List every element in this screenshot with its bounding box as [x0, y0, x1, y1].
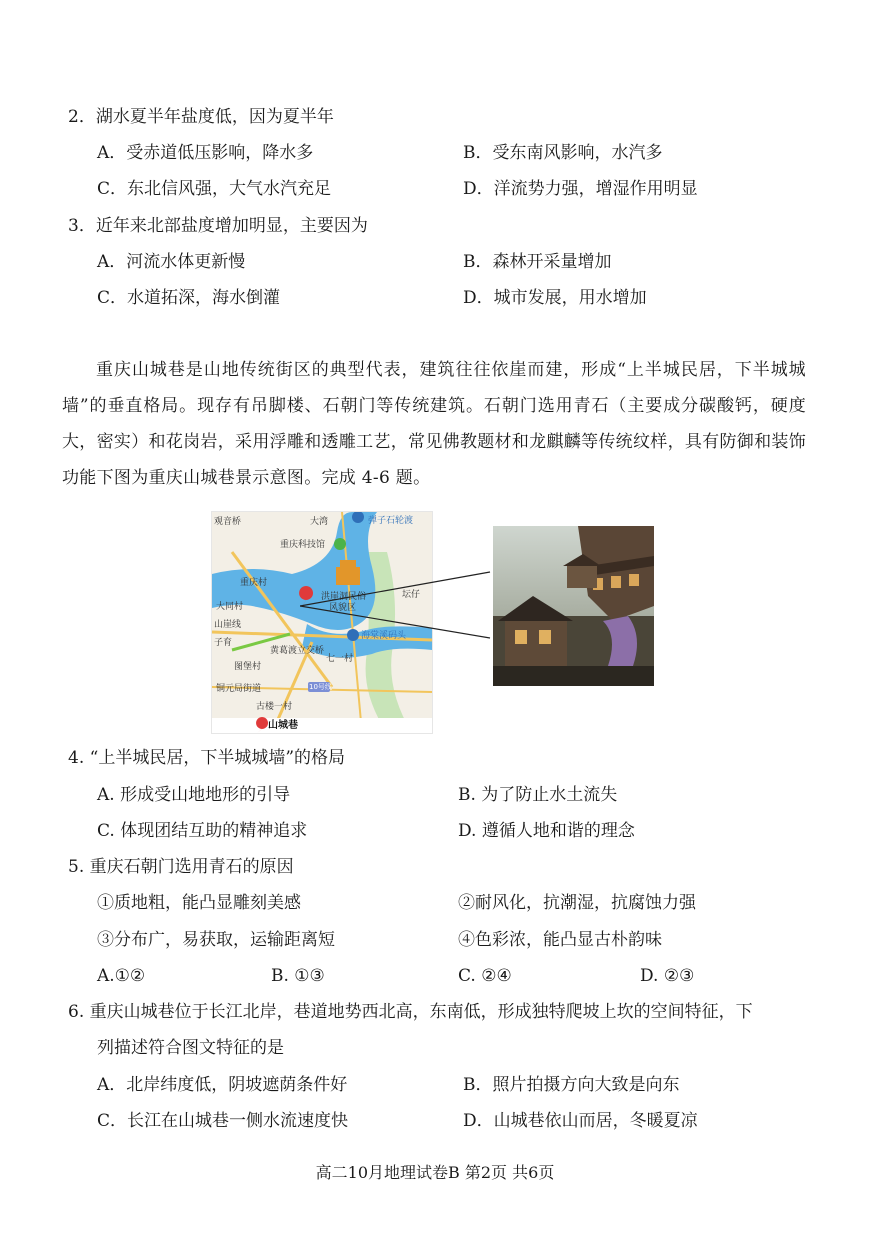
- question-4-option-a: A. 形成受山地地形的引导: [97, 785, 291, 805]
- photo-window-4: [515, 630, 527, 644]
- map-caption-bar: [212, 718, 432, 733]
- question-3-option-a: A．河流水体更新慢: [97, 252, 246, 272]
- question-5-option-c: C. ②④: [458, 966, 512, 986]
- question-5-option-b: B. ①③: [271, 966, 325, 986]
- question-3-option-b: B．森林开采量增加: [463, 252, 612, 272]
- pointer-line-upper: [300, 572, 490, 606]
- question-6-option-c: C．长江在山城巷一侧水流速度快: [97, 1111, 349, 1131]
- map-label-shanchengxiang: 山城巷: [268, 720, 298, 731]
- map-label-tucheng: 图堡村: [234, 662, 262, 672]
- map-label-qiyicun: 七一村: [326, 654, 354, 664]
- map-museum-marker: [334, 538, 346, 550]
- question-2-option-c: C．东北信风强，大气水汽充足: [97, 179, 332, 199]
- map-label-hongyadong: 洪崖洞民俗: [321, 592, 367, 602]
- map-label-kejiguan: 重庆科技馆: [280, 540, 326, 550]
- pointer-line-lower: [300, 606, 490, 638]
- question-5-statement-2: ②耐风化，抗潮湿，抗腐蚀力强: [458, 893, 696, 913]
- map-label-lanxi: 坛仔: [402, 590, 421, 600]
- map-label-huangge: 黄葛渡立交桥: [270, 646, 325, 656]
- map-label-dawan: 大湾: [310, 517, 329, 527]
- question-4-option-b: B. 为了防止水土流失: [458, 785, 618, 805]
- street-photo-graphic: [493, 526, 654, 686]
- question-5-option-a: A.①②: [97, 966, 146, 986]
- question-5-option-d: D. ②③: [640, 966, 695, 986]
- question-4-stem: 4. “上半城民居，下半城城墙”的格局: [68, 748, 346, 768]
- question-2-option-d: D．洋流势力强，增湿作用明显: [463, 179, 698, 199]
- question-4-option-d: D. 遵循人地和谐的理念: [458, 821, 635, 841]
- street-photo: [493, 526, 654, 686]
- question-6-option-b: B．照片拍摄方向大致是向东: [463, 1075, 680, 1095]
- question-3-stem: 3．近年来北部盐度增加明显，主要因为: [68, 216, 368, 236]
- question-2-option-a: A．受赤道低压影响，降水多: [97, 143, 314, 163]
- map-label-danzishi: 弹子石轮渡: [368, 516, 414, 526]
- map-label-fengmaoqu: 风貌区: [329, 603, 357, 613]
- photo-small-house: [567, 566, 597, 588]
- map-label-chongqingcun: 重庆村: [240, 578, 268, 588]
- page-footer: 高二10月地理试卷B 第2页 共6页: [315, 1163, 555, 1182]
- question-6-stem-line-1: 6. 重庆山城巷位于长江北岸，巷道地势西北高，东南低，形成独特爬坡上坎的空间特征，下: [68, 1002, 753, 1022]
- map-label-shanyaxian: 山崖线: [214, 620, 242, 630]
- question-5-statement-4: ④色彩浓，能凸显古朴韵味: [458, 930, 662, 950]
- map-label-gulouyicun: 古楼一村: [256, 702, 293, 712]
- reading-passage: 重庆山城巷是山地传统街区的典型代表，建筑往往依崖而建，形成“上半城民居，下半城城墙”的垂直格局。现存有吊脚楼、石朝门等传统建筑。石朝门选用青石（主要成分碳酸钙，硬度大，密实）和花岗岩，采用浮雕和透雕工艺，常见佛教题材和龙麒麟等传统纹样，具有防御和装饰功能下图为重庆山城巷景示意图。完成 4-6 题。: [62, 360, 806, 488]
- map-label-zigong: 子育: [214, 638, 233, 648]
- question-5-statement-1: ①质地粗，能凸显雕刻美感: [97, 893, 301, 913]
- map-label-line10: 10号线: [309, 683, 332, 691]
- question-5-statement-3: ③分布广，易获取，运输距离短: [97, 930, 335, 950]
- question-3-option-d: D．城市发展，用水增加: [463, 288, 647, 308]
- map-label-tongyuanju: 铜元局街道: [216, 684, 262, 694]
- photo-window-3: [629, 574, 639, 586]
- question-3-option-c: C．水道拓深，海水倒灌: [97, 288, 281, 308]
- pointer-lines: [300, 560, 500, 650]
- question-6-stem-line-2: 列描述符合图文特征的是: [97, 1038, 284, 1058]
- question-6-option-d: D．山城巷依山而居，冬暖夏凉: [463, 1111, 698, 1131]
- map-label-haitangxi: 海棠溪码头: [361, 631, 407, 641]
- question-2-option-b: B．受东南风影响，水汽多: [463, 143, 663, 163]
- question-4-option-c: C. 体现团结互助的精神追求: [97, 821, 308, 841]
- question-5-stem: 5. 重庆石朝门选用青石的原因: [68, 857, 294, 877]
- photo-house-left: [505, 621, 567, 666]
- map-label-datongcun: 大同村: [216, 602, 244, 612]
- map-label-guanyinqiao: 观音桥: [214, 517, 242, 527]
- photo-window-2: [611, 576, 621, 588]
- question-6-option-a: A．北岸纬度低，阴坡遮荫条件好: [97, 1075, 348, 1095]
- photo-window-5: [539, 630, 551, 644]
- question-2-stem: 2．湖水夏半年盐度低，因为夏半年: [68, 107, 334, 127]
- photo-street: [493, 666, 654, 686]
